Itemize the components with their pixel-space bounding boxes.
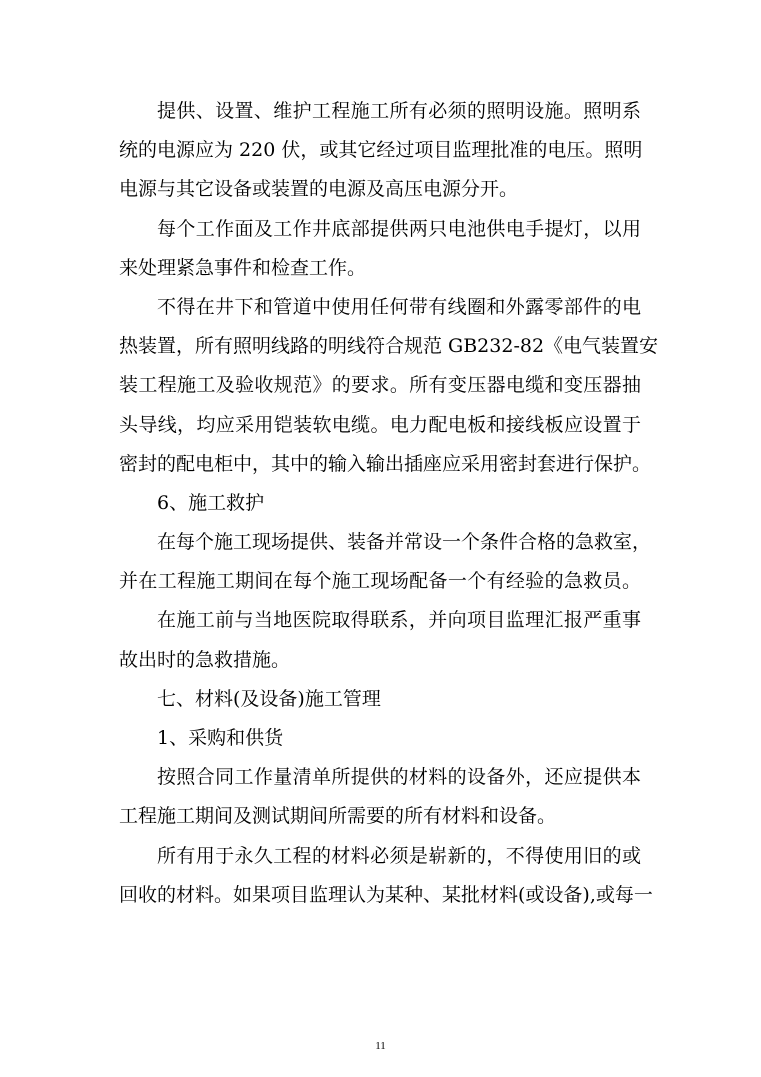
text-line-content: 回收的材料。如果项目监理认为某种、某批材料(或设备),或每一 [119, 883, 653, 906]
text-line [119, 603, 641, 642]
text-line-content: 来处理紧急事件和检查工作。 [119, 256, 367, 279]
text-line [119, 878, 653, 917]
text-line [119, 212, 641, 251]
text-line [119, 564, 641, 603]
section-heading [119, 721, 641, 760]
text-line [119, 172, 641, 211]
text-line [119, 799, 641, 838]
text-line-content: 密封的配电柜中，其中的输入输出插座应采用密封套进行保护。 [119, 452, 652, 475]
text-line-content: 装工程施工及验收规范》的要求。所有变压器电缆和变压器抽 [119, 374, 641, 397]
text-line [119, 447, 652, 486]
section-heading [119, 486, 641, 525]
text-line [119, 408, 641, 447]
text-line-content: 所有用于永久工程的材料必须是崭新的，不得使用旧的或 [157, 844, 641, 867]
text-line [119, 839, 641, 878]
text-line-content: 工程施工期间及测试期间所需要的所有材料和设备。 [119, 805, 557, 828]
text-line-content: 统的电源应为 220 伏，或其它经过项目监理批准的电压。照明 [119, 139, 643, 162]
text-line-content: 提供、设置、维护工程施工所有必须的照明设施。照明系 [157, 100, 641, 122]
text-line-content: 每个工作面及工作井底部提供两只电池供电手提灯，以用 [157, 217, 641, 240]
text-line [119, 760, 641, 799]
text-line [119, 251, 641, 290]
text-line [119, 525, 652, 564]
document-body [119, 94, 659, 917]
text-line-content: 在每个施工现场提供、装备并常设一个条件合格的急救室， [157, 531, 652, 554]
text-line-content: 头导线，均应采用铠装软电缆。电力配电板和接线板应设置于 [119, 413, 641, 436]
text-line-content: 在施工前与当地医院取得联系，并向项目监理汇报严重事 [157, 609, 641, 632]
text-line-content: 1、采购和供货 [157, 727, 284, 749]
text-line [119, 94, 641, 133]
text-line-content: 故出时的急救措施。 [119, 648, 291, 671]
text-line-content: 按照合同工作量清单所提供的材料的设备外，还应提供本 [157, 766, 641, 789]
page-number: 11 [375, 1040, 386, 1052]
text-line-content: 不得在井下和管道中使用任何带有线圈和外露零部件的电 [157, 295, 641, 318]
text-line [119, 133, 641, 172]
section-heading [119, 682, 641, 721]
text-line [119, 329, 659, 368]
text-line [119, 290, 641, 329]
text-line-content: 热装置，所有照明线路的明线符合规范 GB232-82《电气装置安 [119, 335, 659, 358]
text-line [119, 643, 641, 682]
text-line-content: 6、施工救护 [157, 491, 265, 514]
text-line [119, 368, 641, 407]
text-line-content: 并在工程施工期间在每个施工现场配备一个有经验的急救员。 [119, 570, 641, 593]
text-line-content: 电源与其它设备或装置的电源及高压电源分开。 [119, 178, 519, 201]
text-line-content: 七、材料(及设备)施工管理 [157, 687, 381, 710]
